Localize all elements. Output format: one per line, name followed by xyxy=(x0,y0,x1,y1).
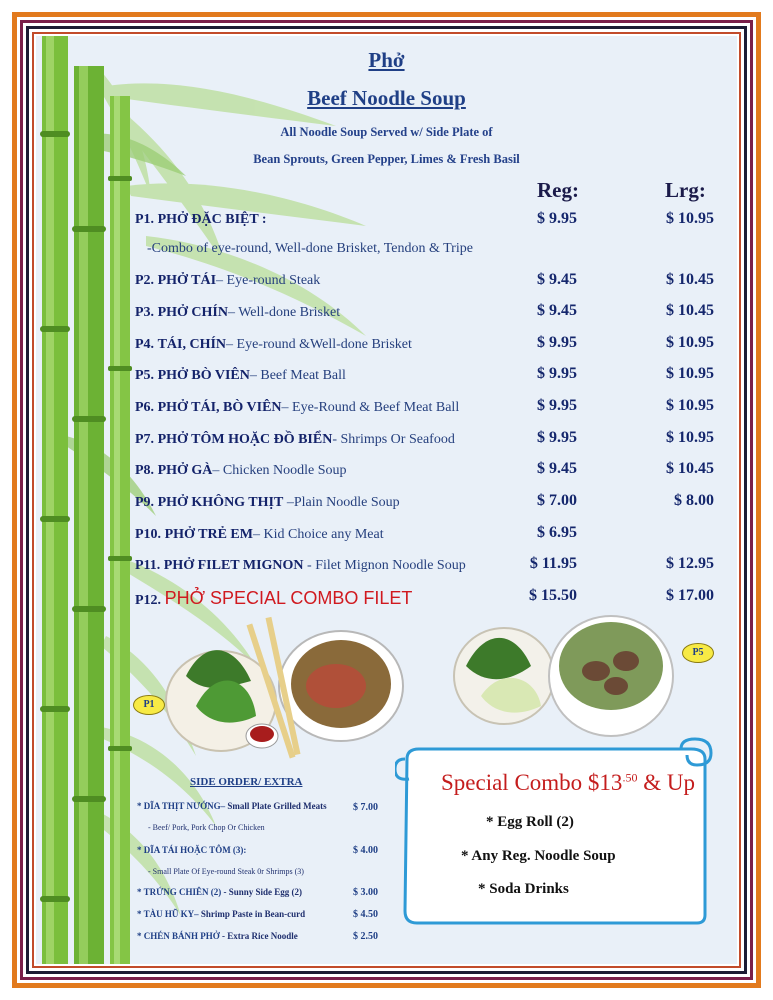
side-item-description: - Sunny Side Egg (2) xyxy=(221,887,303,897)
item-code: P10. xyxy=(135,527,162,542)
item-price-lrg: $ 10.45 xyxy=(666,302,714,319)
special-combo-scroll xyxy=(395,737,720,927)
item-description: – Kid Choice any Meat xyxy=(252,527,384,542)
menu-item-p2 xyxy=(135,273,320,289)
item-price-reg: $ 6.95 xyxy=(537,524,577,541)
menu-title: Phở xyxy=(368,48,405,72)
special-combo-title xyxy=(441,770,695,796)
serving-note-line1: All Noodle Soup Served w/ Side Plate of xyxy=(280,125,493,139)
item-name: PHỞ GÀ xyxy=(157,463,213,478)
item-description: – Beef Meat Ball xyxy=(249,368,346,383)
item-name: PHỞ CHÍN xyxy=(157,305,228,320)
menu-subtitle: Beef Noodle Soup xyxy=(307,86,466,110)
item-price-reg: $ 15.50 xyxy=(529,587,577,604)
item-price-lrg: $ 10.95 xyxy=(666,365,714,382)
item-name: PHỞ TÔM HOẶC ĐỒ BIỂN xyxy=(157,432,333,447)
item-description: – Well-done Brisket xyxy=(227,305,341,320)
menu-item-p1 xyxy=(135,212,267,228)
item-name: PHỞ TÁI, BÒ VIÊN xyxy=(157,400,282,415)
side-item-rice-noodle xyxy=(137,931,298,941)
pho-photo-right xyxy=(454,616,673,736)
p5-photo-badge: P5 xyxy=(682,643,714,663)
item-price-lrg: $ 10.95 xyxy=(666,429,714,446)
item-code: P3. xyxy=(135,305,155,320)
side-item-price: $ 3.00 xyxy=(353,887,378,898)
item-code: P4. xyxy=(135,337,155,352)
item-price-lrg: $ 10.95 xyxy=(666,210,714,227)
large-column-header: Lrg: xyxy=(665,178,706,202)
menu-item-p6 xyxy=(135,400,459,416)
item-code: P8. xyxy=(135,463,155,478)
item-price-reg: $ 9.95 xyxy=(537,429,577,446)
item-price-reg: $ 9.95 xyxy=(537,397,577,414)
menu-item-p10 xyxy=(135,527,384,543)
serving-note-line2: Bean Sprouts, Green Pepper, Limes & Fresh Basil xyxy=(253,152,520,166)
side-item-name: * DĨA THỊT NƯỚNG– xyxy=(137,801,226,811)
menu-item-p9 xyxy=(135,495,400,511)
side-item-subtext: - Beef/ Pork, Pork Chop Or Chicken xyxy=(148,823,265,832)
menu-item-p11 xyxy=(135,558,466,574)
item-code: P12. xyxy=(135,593,162,608)
item-description: - Shrimps Or Seafood xyxy=(332,432,455,447)
item-code: P9. xyxy=(135,495,155,510)
item-code: P5. xyxy=(135,368,155,383)
item-code: P6. xyxy=(135,400,155,415)
pho-photo-left xyxy=(166,617,403,759)
side-order-title: SIDE ORDER/ EXTRA xyxy=(190,776,303,788)
side-item-description: Shrimp Paste in Bean-curd xyxy=(198,909,306,919)
item-price-reg: $ 9.95 xyxy=(537,365,577,382)
item-name: PHỞ ĐẶC BIỆT : xyxy=(157,212,267,227)
item-description: – Eye-round Steak xyxy=(216,273,321,288)
item-price-lrg: $ 10.95 xyxy=(666,334,714,351)
side-item-name: * DĨA TÁI HOẶC TÔM (3): xyxy=(137,845,247,855)
side-item-subtext: - Small Plate Of Eye-round Steak 0r Shrimps (3) xyxy=(148,867,304,876)
side-item-grilled-meats xyxy=(137,801,327,811)
side-item-bean-curd xyxy=(137,909,305,919)
menu-item-p4 xyxy=(135,337,412,353)
item-price-reg: $ 9.45 xyxy=(537,460,577,477)
item-price-reg: $ 9.45 xyxy=(537,271,577,288)
item-price-reg: $ 11.95 xyxy=(529,555,577,572)
item-price-lrg: $ 10.45 xyxy=(666,460,714,477)
item-description: – Eye-Round & Beef Meat Ball xyxy=(281,400,460,415)
side-item-description: Small Plate Grilled Meats xyxy=(225,801,327,811)
item-price-reg: $ 9.95 xyxy=(537,210,577,227)
side-item-name: * CHÉN BÁNH PHỞ xyxy=(137,931,220,941)
item-name: PHỞ KHÔNG THỊT xyxy=(157,495,284,510)
combo-price: Special Combo $13 xyxy=(441,770,623,795)
item-name: TÁI, CHÍN xyxy=(157,337,227,352)
side-item-description: - Extra Rice Noodle xyxy=(219,931,298,941)
side-item-price: $ 7.00 xyxy=(353,802,378,813)
combo-item-egg-roll: * Egg Roll (2) xyxy=(486,814,574,830)
item-description: –Plain Noodle Soup xyxy=(283,495,400,510)
side-item-name: * TRỨNG CHIÊN (2) xyxy=(137,887,222,897)
side-item-steak-shrimp xyxy=(137,845,246,855)
side-item-name: * TÀU HŨ KY– xyxy=(137,909,199,919)
item-price-lrg: $ 10.95 xyxy=(666,397,714,414)
menu-item-p8 xyxy=(135,463,347,479)
combo-item-soda: * Soda Drinks xyxy=(478,881,569,897)
item-name: PHỞ TÁI xyxy=(157,273,217,288)
item-code: P2. xyxy=(135,273,155,288)
side-item-price: $ 4.50 xyxy=(353,909,378,920)
item-description: - Filet Mignon Noodle Soup xyxy=(303,558,466,573)
item-code: P11. xyxy=(135,558,161,573)
item-price-reg: $ 7.00 xyxy=(537,492,577,509)
item-code: P1. xyxy=(135,212,155,227)
menu-item-p3 xyxy=(135,305,340,321)
p1-description: -Combo of eye-round, Well-done Brisket, Tendon & Tripe xyxy=(147,241,473,256)
item-description: – Eye-round &Well-done Brisket xyxy=(226,337,412,352)
item-price-lrg: $ 8.00 xyxy=(674,492,714,509)
item-price-reg: $ 9.45 xyxy=(537,302,577,319)
item-name: PHỞ TRẺ EM xyxy=(164,527,253,542)
item-price-reg: $ 9.95 xyxy=(537,334,577,351)
item-name: PHỞ BÒ VIÊN xyxy=(157,368,250,383)
combo-suffix: & Up xyxy=(637,770,695,795)
item-price-lrg: $ 17.00 xyxy=(666,587,714,604)
combo-item-noodle-soup: * Any Reg. Noodle Soup xyxy=(461,848,616,864)
side-item-price: $ 4.00 xyxy=(353,845,378,856)
item-price-lrg: $ 10.45 xyxy=(666,271,714,288)
p1-photo-badge: P1 xyxy=(133,695,165,715)
item-code: P7. xyxy=(135,432,155,447)
side-item-price: $ 2.50 xyxy=(353,931,378,942)
menu-item-p7 xyxy=(135,432,455,448)
item-price-lrg: $ 12.95 xyxy=(666,555,714,572)
regular-column-header: Reg: xyxy=(537,178,579,202)
item-name: PHỞ SPECIAL COMBO FILET xyxy=(164,588,413,608)
item-name: PHỞ FILET MIGNON xyxy=(163,558,304,573)
item-description: – Chicken Noodle Soup xyxy=(212,463,347,478)
combo-cents: .50 xyxy=(622,770,638,785)
menu-item-p12 xyxy=(135,588,412,609)
side-item-eggs xyxy=(137,887,302,897)
menu-item-p5 xyxy=(135,368,346,384)
